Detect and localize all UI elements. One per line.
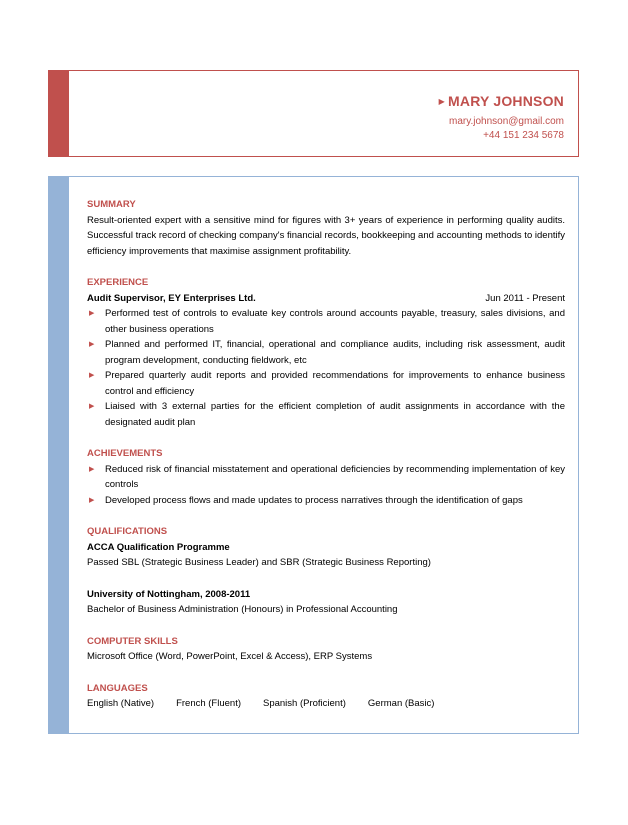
qualifications-title: QUALIFICATIONS	[87, 526, 168, 537]
list-item: ▶ Prepared quarterly audit reports and provided recommendations for improvements to enhance business control and efficiency	[89, 370, 565, 397]
resume-content	[87, 197, 565, 728]
languages-title: LANGUAGES	[87, 682, 148, 694]
experience-section	[87, 275, 565, 430]
candidate-name	[439, 93, 564, 109]
languages-list	[87, 696, 565, 712]
list-item: ▶ Planned and performed IT, financial, operational and compliance audits, including risk assessment, audit program development, conducting fieldwork, etc	[89, 339, 565, 366]
qualification-detail: Passed SBL (Strategic Business Leader) and SBR (Strategic Business Reporting)	[87, 557, 431, 568]
email[interactable]: mary.johnson@gmail.com	[448, 116, 564, 127]
list-item: ▶ Performed test of controls to evaluate key controls around accounts payable, treasury, sales divisions, and other business operations	[89, 308, 565, 335]
qualification-heading: University of Nottingham, 2008-2011	[87, 588, 251, 600]
list-item: ▶ Reduced risk of financial misstatement and operational deficiencies by recommending implementation of key controls	[89, 463, 565, 490]
computer-skills-text: Microsoft Office (Word, PowerPoint, Excel & Access), ERP Systems	[87, 651, 373, 662]
contact-info	[449, 115, 564, 143]
qualification-detail: Bachelor of Business Administration (Honours) in Professional Accounting	[87, 604, 398, 615]
achievements-section	[87, 446, 565, 508]
achievements-title: ACHIEVEMENTS	[87, 448, 163, 459]
languages-section	[87, 681, 565, 712]
language-item: German (Basic)	[367, 698, 435, 709]
bullet-arrow-icon: ▶	[89, 372, 95, 379]
resume-header	[48, 70, 579, 157]
bullet-arrow-icon: ▶	[89, 465, 95, 473]
candidate-name-text: MARY JOHNSON	[448, 93, 564, 109]
language-item: Spanish (Proficient)	[263, 698, 346, 709]
achievements-bullets	[87, 462, 565, 509]
language-item: French (Fluent)	[176, 698, 241, 709]
job-row	[87, 291, 565, 307]
summary-title: SUMMARY	[87, 199, 136, 210]
bullet-arrow-icon: ▶	[89, 310, 95, 317]
header-accent-bar	[49, 71, 69, 156]
computer-skills-section	[87, 634, 565, 665]
experience-bullets	[87, 306, 565, 430]
qualification-heading: ACCA Qualification Programme	[87, 541, 230, 553]
computer-skills-title: COMPUTER SKILLS	[87, 635, 178, 647]
triangle-icon: ▶	[438, 97, 446, 106]
list-item: ▶ Liaised with 3 external parties for the efficient completion of audit assignments in accordance with the designated audit plan	[89, 401, 565, 428]
experience-title: EXPERIENCE	[87, 277, 149, 288]
qualification-item	[87, 540, 565, 571]
bullet-arrow-icon: ▶	[89, 496, 95, 504]
summary-text: Result-oriented expert with a sensitive mind for figures with 3+ years of experience in performing quality audits. Successful track record of checking company's financial records, bookkeeping and accounting methods to identify efficiency improvements that maximise assignment profitability.	[87, 214, 565, 257]
qualifications-section	[87, 524, 565, 618]
summary-section	[87, 197, 565, 259]
bullet-arrow-icon: ▶	[89, 341, 95, 348]
job-dates: Jun 2011 - Present	[485, 292, 565, 304]
job-title: Audit Supervisor, EY Enterprises Ltd.	[87, 292, 256, 304]
bullet-arrow-icon: ▶	[89, 403, 95, 410]
language-item: English (Native)	[87, 698, 155, 709]
phone[interactable]: +44 151 234 5678	[483, 130, 564, 141]
body-accent-bar	[49, 177, 69, 733]
qualification-item	[87, 587, 565, 618]
resume-body	[48, 176, 579, 734]
list-item: ▶ Developed process flows and made updates to process narratives through the identification of gaps	[87, 493, 565, 509]
